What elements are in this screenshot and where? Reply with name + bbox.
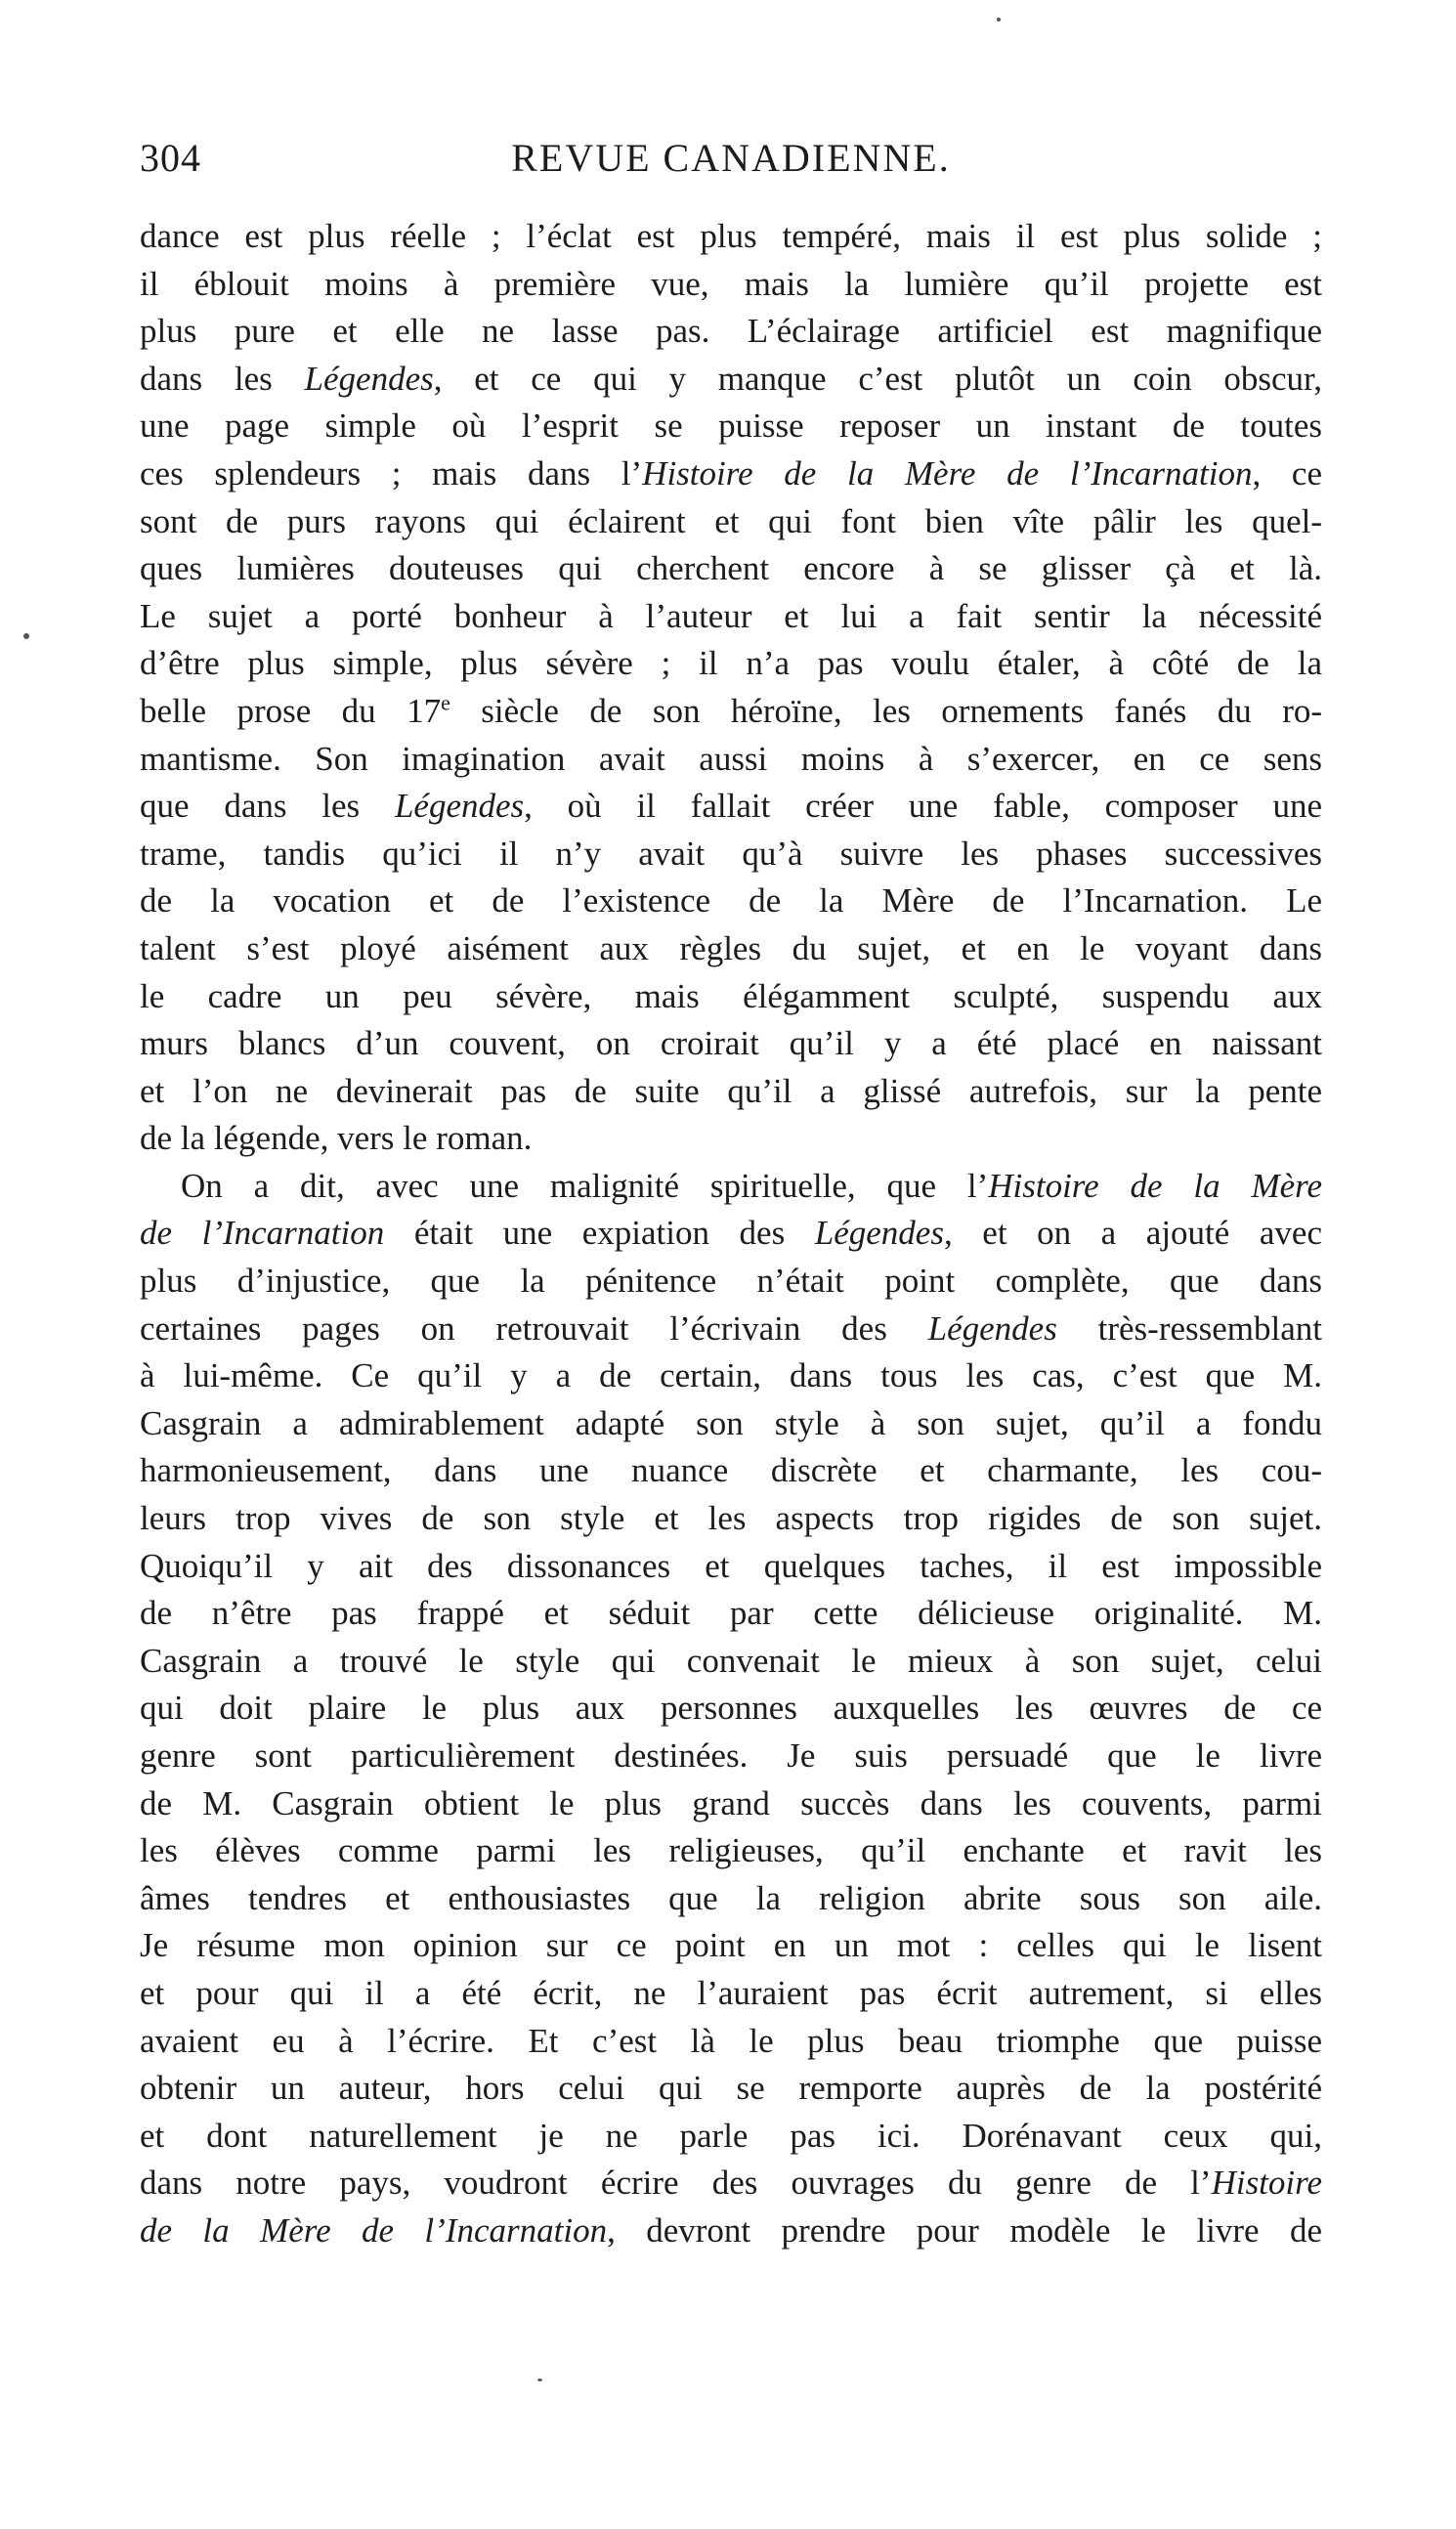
text-run: , ce (1252, 453, 1322, 493)
text-run: mantisme. Son imagination avait aussi moins à s’exercer, en ce sens (140, 739, 1322, 778)
italic-title: Légendes (304, 359, 434, 398)
running-head (140, 135, 1322, 184)
text-run: genre sont particulièrement destinées. Je suis persuadé que le livre (140, 1736, 1322, 1775)
text-line (140, 1258, 1322, 1306)
text-line (140, 261, 1322, 309)
text-line (140, 450, 1322, 498)
italic-title: Légendes (814, 1214, 944, 1253)
text-run: Je résume mon opinion sur ce point en un mot : celles qui le lisent (140, 1926, 1322, 1965)
italic-title: Légendes (394, 787, 525, 826)
text-line (140, 2208, 1322, 2255)
text-run: très-ressemblant (1056, 1308, 1322, 1348)
text-line (140, 1020, 1322, 1068)
text-line (140, 783, 1322, 831)
text-run: à lui-même. Ce qu’il y a de certain, dans tous les cas, c’est que M. (140, 1356, 1322, 1395)
text-line (140, 2113, 1322, 2161)
text-run: qui doit plaire le plus aux personnes auxquelles les œuvres de ce (140, 1689, 1322, 1728)
text-line (140, 1638, 1322, 1686)
text-line (140, 925, 1322, 973)
text-run: harmonieusement, dans une nuance discrète et charmante, les cou- (140, 1451, 1322, 1490)
text-line (140, 498, 1322, 546)
text-line (140, 736, 1322, 784)
text-line (140, 1590, 1322, 1638)
text-run: belle prose du 17 (140, 691, 442, 730)
text-run: , où il fallait créer une fable, composer une (524, 787, 1322, 826)
text-line (140, 1115, 1322, 1163)
text-run: ques lumières douteuses qui cherchent encore à se glisser çà et là. (140, 549, 1322, 588)
text-line (140, 831, 1322, 879)
text-line (140, 1210, 1322, 1258)
text-line (140, 1543, 1322, 1591)
text-run: âmes tendres et enthousiastes que la religion abrite sous son aile. (140, 1878, 1322, 1917)
text-run: sont de purs rayons qui éclairent et qui font bien vîte pâlir les quel- (140, 501, 1322, 540)
text-line (140, 1922, 1322, 1970)
text-line (140, 1306, 1322, 1353)
text-run: d’être plus simple, plus sévère ; il n’a pas voulu étaler, à côté de la (140, 644, 1322, 683)
italic-title: Histoire de la Mère (988, 1166, 1322, 1205)
text-run: de la vocation et de l’existence de la Mère de l’Incarnation. Le (140, 881, 1322, 921)
text-line (140, 878, 1322, 925)
print-speck (537, 2379, 542, 2381)
text-run: dans les (140, 359, 305, 398)
text-run: certaines pages on retrouvait l’écrivain des (140, 1308, 928, 1348)
text-run: siècle de son héroïne, les ornements fanés du ro- (450, 691, 1322, 730)
text-run: Le sujet a porté bonheur à l’auteur et lui a fait sentir la nécessité (140, 596, 1322, 635)
text-line (140, 1068, 1322, 1116)
text-line (140, 1733, 1322, 1780)
text-line (140, 1447, 1322, 1495)
page-number: 304 (140, 136, 201, 180)
text-run: murs blancs d’un couvent, on croirait qu’il y a été placé en naissant (140, 1024, 1322, 1063)
text-line (140, 213, 1322, 261)
text-run: une page simple où l’esprit se puisse reposer un instant de toutes (140, 407, 1322, 446)
text-run: avaient eu à l’écrire. Et c’est là le plus beau triomphe que puisse (140, 2021, 1322, 2060)
print-speck (997, 18, 1001, 21)
text-line (140, 2160, 1322, 2208)
text-run: leurs trop vives de son style et les aspects trop rigides de son sujet. (140, 1499, 1322, 1538)
text-run: , devront prendre pour modèle le livre de (607, 2210, 1322, 2250)
text-run: dans notre pays, voudront écrire des ouvrages du genre de l’ (140, 2164, 1212, 2203)
text-run: Casgrain a admirablement adapté son style à son sujet, qu’il a fondu (140, 1403, 1322, 1442)
text-line (140, 356, 1322, 404)
journal-title: REVUE CANADIENNE. (511, 136, 951, 180)
text-run: et dont naturellement je ne parle pas ici. Dorénavant ceux qui, (140, 2116, 1322, 2155)
italic-title: de la Mère de l’Incarnation (140, 2210, 608, 2250)
text-run: Quoiqu’il y ait des dissonances et quelques taches, il est impossible (140, 1546, 1322, 1585)
superscript: e (441, 690, 450, 715)
text-run: que dans les (140, 787, 395, 826)
text-line (140, 593, 1322, 641)
text-line (140, 1685, 1322, 1733)
text-run: plus pure et elle ne lasse pas. L’éclairage artificiel est magnifique (140, 312, 1322, 351)
text-run: talent s’est ployé aisément aux règles du sujet, et en le voyant dans (140, 928, 1322, 967)
text-run: Casgrain a trouvé le style qui convenait le mieux à son sujet, celui (140, 1641, 1322, 1680)
italic-title: Histoire (1211, 2164, 1322, 2203)
text-run: trame, tandis qu’ici il n’y avait qu’à suivre les phases successives (140, 834, 1322, 873)
text-run: de n’être pas frappé et séduit par cette délicieuse originalité. M. (140, 1594, 1322, 1633)
italic-title: de l’Incarnation (140, 1214, 385, 1253)
text-run: les élèves comme parmi les religieuses, qu’il enchante et ravit les (140, 1831, 1322, 1870)
text-line (140, 1352, 1322, 1400)
text-run: et pour qui il a été écrit, ne l’auraient pas écrit autrement, si elles (140, 1973, 1322, 2012)
text-run: , et ce qui y manque c’est plutôt un coin obscur, (433, 359, 1322, 398)
text-line (140, 1827, 1322, 1875)
text-run: était une expiation des (384, 1214, 815, 1253)
text-run: On a dit, avec une malignité spirituelle, que l’ (181, 1166, 989, 1205)
text-line (140, 308, 1322, 356)
text-run: le cadre un peu sévère, mais élégamment sculpté, suspendu aux (140, 976, 1322, 1015)
text-line (140, 1780, 1322, 1828)
text-run: de M. Casgrain obtient le plus grand succès dans les couvents, parmi (140, 1783, 1322, 1822)
text-line (140, 973, 1322, 1021)
italic-title: Légendes (927, 1308, 1057, 1348)
print-speck (23, 633, 29, 639)
text-run: et l’on ne devinerait pas de suite qu’il a glissé autrefois, sur la pente (140, 1071, 1322, 1110)
text-run: de la légende, vers le roman. (140, 1119, 533, 1158)
body-text (140, 213, 1322, 2255)
text-run: dance est plus réelle ; l’éclat est plus tempéré, mais il est plus solide ; (140, 217, 1322, 255)
text-line (140, 2065, 1322, 2113)
text-line (140, 403, 1322, 450)
text-run: plus d’injustice, que la pénitence n’était point complète, que dans (140, 1262, 1322, 1301)
text-line (140, 1875, 1322, 1923)
italic-title: Histoire de la Mère de l’Incarnation (642, 453, 1253, 493)
text-line (140, 688, 1322, 736)
text-run: ces splendeurs ; mais dans l’ (140, 453, 643, 493)
text-line (140, 1970, 1322, 2018)
text-run: il éblouit moins à première vue, mais la lumière qu’il projette est (140, 264, 1322, 303)
text-run: obtenir un auteur, hors celui qui se remporte auprès de la postérité (140, 2069, 1322, 2108)
text-line (140, 640, 1322, 688)
text-run: , et on a ajouté avec (943, 1214, 1322, 1253)
text-line (140, 1163, 1322, 1211)
text-line (140, 1400, 1322, 1448)
text-line (140, 1495, 1322, 1543)
text-line (140, 2018, 1322, 2066)
text-line (140, 545, 1322, 593)
